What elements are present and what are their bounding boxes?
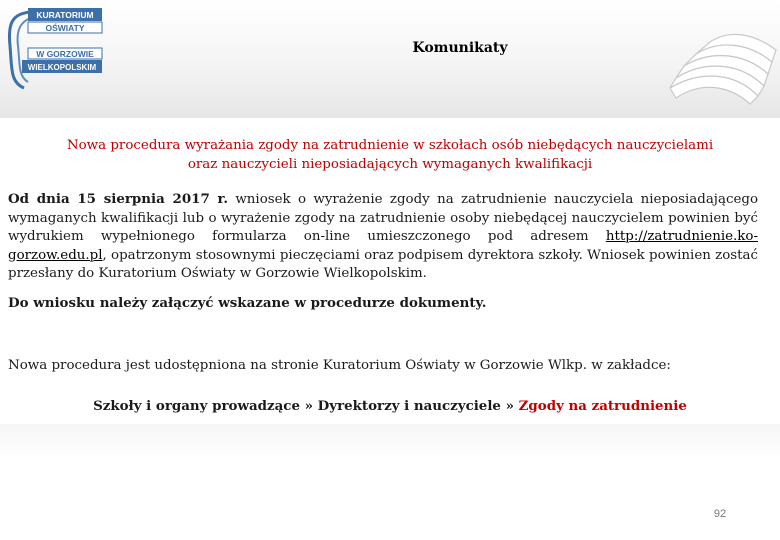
slide-footer [0, 424, 780, 540]
navigation-path [0, 398, 780, 414]
heading-line-2: oraz nauczycieli nieposiadających wymaganych kwalifikacji [187, 157, 593, 172]
form-link[interactable]: http://zatrudnienie.ko-gorzow.edu.pl [8, 229, 758, 263]
announcement-paragraph [8, 190, 758, 284]
heading-line-1: Nowa procedura wyrażania zgody na zatrudnienie w szkołach osób niebędących nauczycielami [66, 138, 714, 153]
slide-content [0, 118, 780, 424]
announcement-heading [20, 136, 760, 174]
slide-header [0, 0, 780, 118]
page-number: 92 [713, 508, 727, 520]
path-part-1: Szkoły i organy prowadzące » Dyrektorzy i nauczyciele » [93, 398, 519, 414]
path-part-2: Zgody na zatrudnienie [518, 398, 687, 414]
paragraph-text-1: wniosek o wyrażenie zgody na zatrudnienie nauczyciela nieposiadającego wymaganych kwalifikacji lub o wyrażenie zgody na zatrudnienie osoby niebędącej nauczycielem powinien być wydrukiem wypełnionego formularza on-line umieszczonego pod adresem [8, 192, 759, 245]
logo-text-3: W GORZOWIE [36, 49, 94, 59]
paragraph-lead: Od dnia 15 sierpnia 2017 r. [8, 191, 228, 207]
attachment-note: Do wniosku należy załączyć wskazane w procedurze dokumenty. [8, 295, 487, 311]
slide-title: Komunikaty [412, 40, 508, 56]
logo-text-4: WIELKOPOLSKIM [27, 63, 97, 72]
info-note: Nowa procedura jest udostępniona na stronie Kuratorium Oświaty w Gorzowie Wlkp. w zakładce: [8, 358, 671, 373]
kuratorium-logo [4, 2, 108, 94]
logo-text-2: OŚWIATY [45, 23, 85, 33]
logo-text-1: KURATORIUM [36, 10, 94, 20]
paragraph-text-2: , opatrzonym stosownymi pieczęciami oraz podpisem dyrektora szkoły. Wniosek powinien zostać przesłany do Kuratorium Oświaty w Gorzowie Wielkopolskim. [8, 247, 758, 282]
book-decoration-icon [640, 0, 780, 118]
